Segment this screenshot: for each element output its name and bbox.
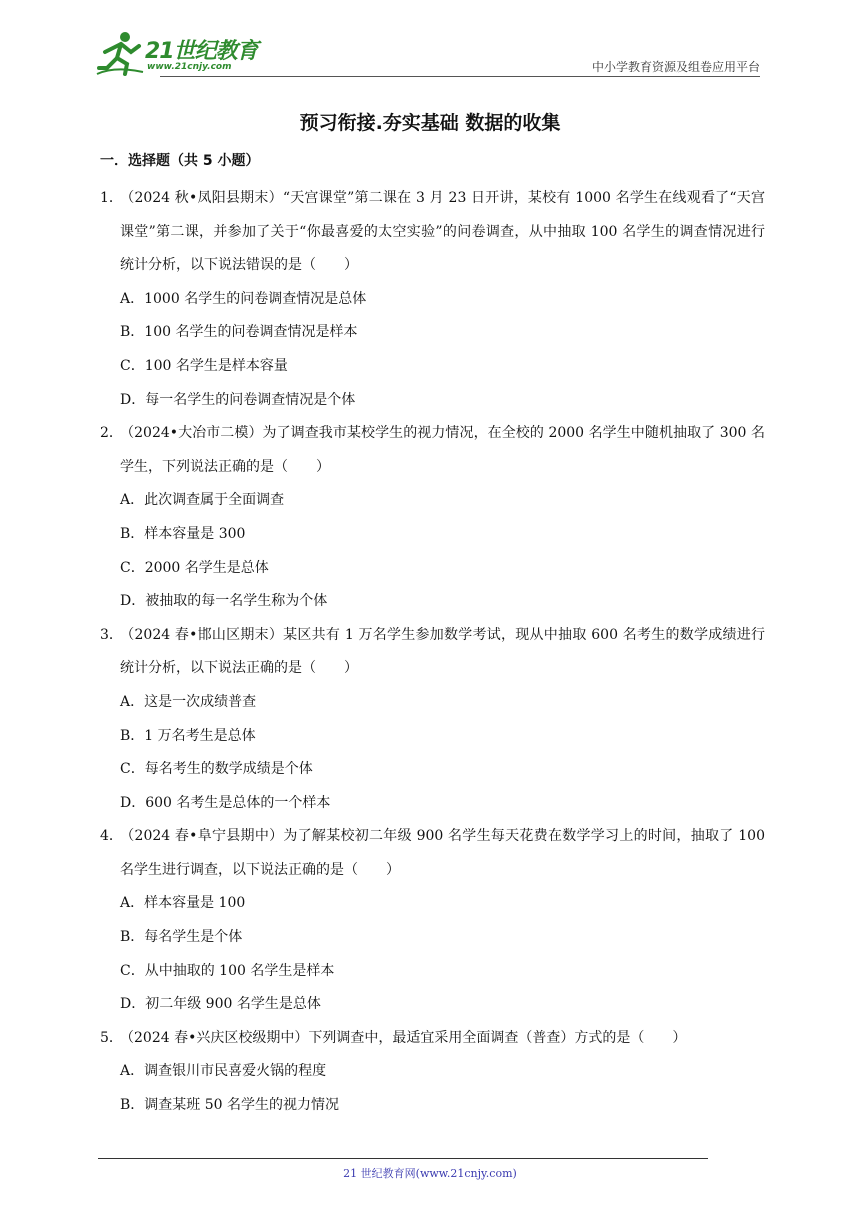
option-c: C．每名考生的数学成绩是个体 (120, 761, 313, 778)
question-number: 2． (100, 425, 123, 442)
question-4 (100, 820, 765, 1022)
option-a: A．调查银川市民喜爱火锅的程度 (120, 1063, 327, 1080)
question-number: 5． (100, 1029, 123, 1046)
question-number: 3． (100, 626, 123, 643)
question-stem: （2024 春•兴庆区校级期中）下列调查中，最适宜采用全面调查（普查）方式的是（ ） (120, 1029, 687, 1046)
option-a: A．此次调查属于全面调查 (120, 492, 285, 509)
page-header (95, 30, 760, 78)
footer-divider (98, 1158, 708, 1159)
question-stem: （2024 春•邯山区期末）某区共有 1 万名学生参加数学考试，现从中抽取 600 名考生的数学成绩进行统计分析，以下说法正确的是（ ） (120, 626, 765, 677)
page-title: 预习衔接.夯实基础 数据的收集 (299, 112, 561, 134)
option-a: A．这是一次成绩普查 (120, 693, 257, 710)
question-stem: （2024 秋•凤阳县期末）“天宫课堂”第二课在 3 月 23 日开讲，某校有 1000 名学生在线观看了“天宫课堂”第二课，并参加了关于“你最喜爱的太空实验”的问卷调查，从中抽取 100 名学生的调查情况进行统计分析，以下说法错误的是（ ） (120, 190, 765, 274)
option-c: C．从中抽取的 100 名学生是样本 (120, 962, 335, 979)
platform-name: 中小学教育资源及组卷应用平台 (591, 60, 760, 74)
question-list (100, 182, 765, 1123)
option-c: C．2000 名学生是总体 (120, 559, 269, 576)
option-d: D．初二年级 900 名学生是总体 (120, 996, 321, 1013)
option-b: B．每名学生是个体 (120, 929, 243, 946)
question-stem: （2024•大冶市二模）为了调查我市某校学生的视力情况，在全校的 2000 名学生中随机抽取了 300 名学生，下列说法正确的是（ ） (120, 425, 765, 475)
option-d: D．600 名考生是总体的一个样本 (120, 794, 331, 811)
logo-url: www.21cnjy.com (147, 62, 232, 72)
footer-link[interactable]: 21 世纪教育网(www.21cnjy.com) (343, 1167, 517, 1180)
question-2 (100, 417, 765, 619)
runner-logo-icon (95, 30, 145, 76)
section-heading: 一．选择题（共 5 小题） (100, 153, 260, 169)
option-b: B．100 名学生的问卷调查情况是样本 (120, 324, 358, 341)
question-1 (100, 182, 765, 417)
option-b: B．样本容量是 300 (120, 525, 246, 542)
logo (95, 30, 265, 78)
option-c: C．100 名学生是样本容量 (120, 357, 288, 374)
question-3 (100, 619, 765, 821)
option-b: B．1 万名考生是总体 (120, 727, 256, 744)
question-number: 1． (100, 190, 123, 206)
option-a: A．1000 名学生的问卷调查情况是总体 (120, 290, 367, 307)
option-d: D．每一名学生的问卷调查情况是个体 (120, 391, 356, 408)
header-divider (160, 76, 760, 77)
option-a: A．样本容量是 100 (120, 895, 246, 912)
option-b: B．调查某班 50 名学生的视力情况 (120, 1097, 340, 1114)
logo-text: 21世纪教育 (145, 39, 258, 64)
option-d: D．被抽取的每一名学生称为个体 (120, 593, 328, 610)
question-stem: （2024 春•阜宁县期中）为了解某校初二年级 900 名学生每天花费在数学学习上的时间，抽取了 100 名学生进行调查，以下说法正确的是（ ） (120, 828, 765, 878)
question-5 (100, 1022, 765, 1123)
question-number: 4． (100, 828, 123, 845)
